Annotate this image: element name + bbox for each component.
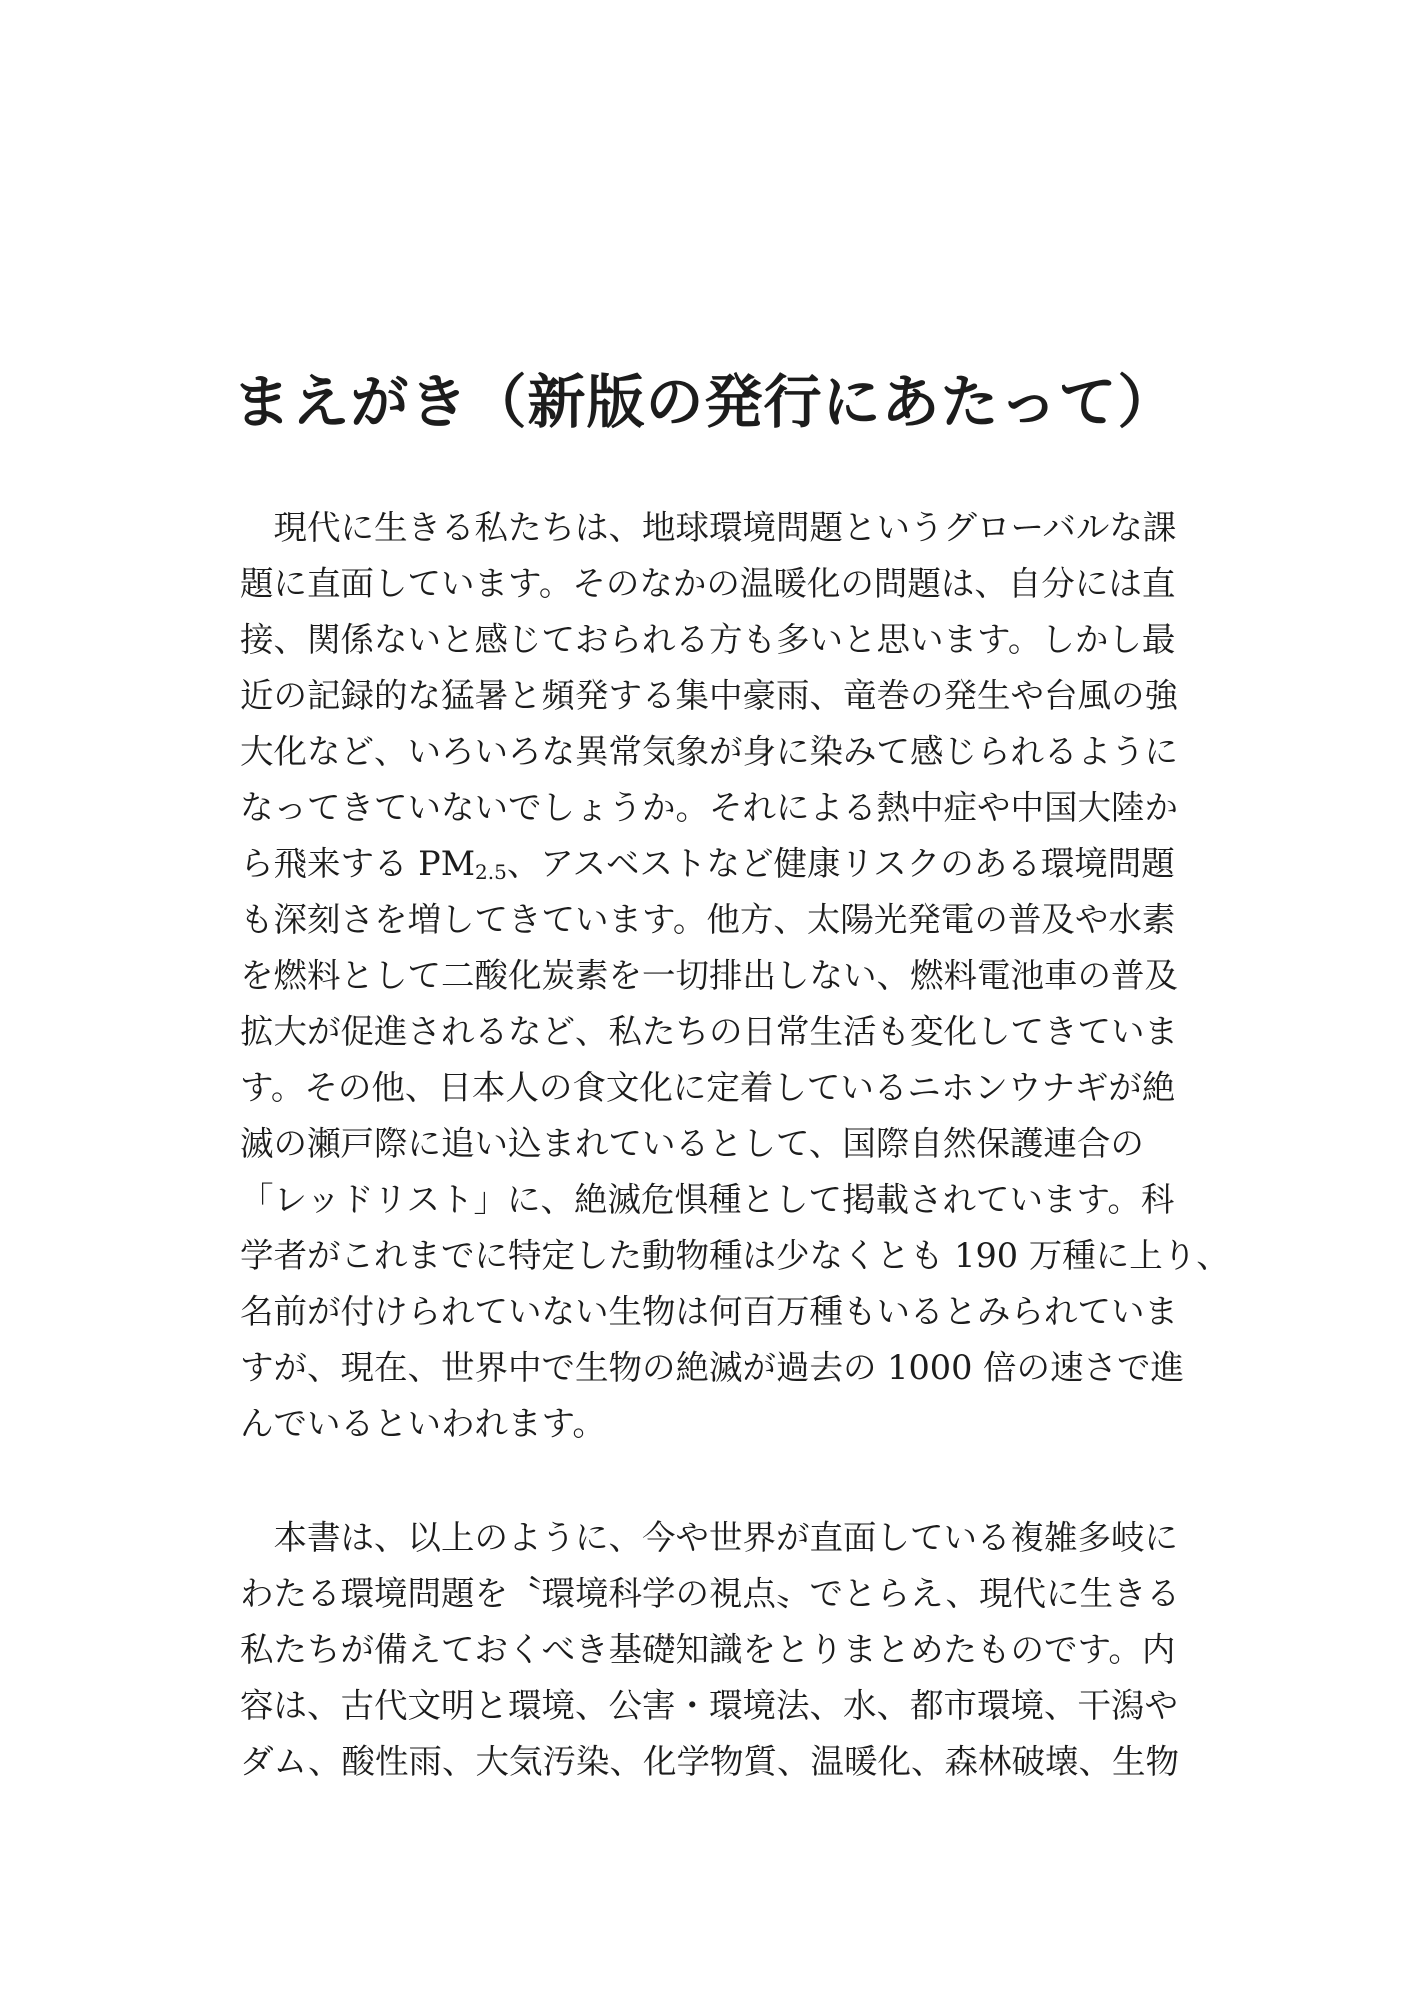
text-line: 名前が付けられていない生物は何百万種もいるとみられていま — [240, 1292, 1178, 1331]
text-line: を燃料として二酸化炭素を一切排出しない、燃料電池車の普及 — [240, 956, 1178, 995]
page-title: まえがき（新版の発行にあたって） — [232, 367, 1177, 436]
text-fragment: 、アスベストなど健康リスクのある環境問題 — [506, 844, 1175, 883]
text-line: 近の記録的な猛暑と頻発する集中豪雨、竜巻の発生や台風の強 — [240, 676, 1178, 715]
paragraph-1 — [240, 500, 1230, 1452]
text-line: 私たちが備えておくべき基礎知識をとりまとめたものです。内 — [240, 1630, 1176, 1669]
text-line: 滅の瀬戸際に追い込まれているとして、国際自然保護連合の — [240, 1124, 1144, 1163]
text-line: 題に直面しています。そのなかの温暖化の問題は、自分には直 — [240, 564, 1176, 603]
text-line: も深刻さを増してきています。他方、太陽光発電の普及や水素 — [240, 900, 1176, 939]
text-line: 大化など、いろいろな異常気象が身に染みて感じられるように — [240, 732, 1178, 771]
text-line: 拡大が促進されるなど、私たちの日常生活も変化してきていま — [240, 1012, 1178, 1051]
text-line: すが、現在、世界中で生物の絶滅が過去の 1000 倍の速さで進 — [240, 1348, 1185, 1387]
text-line: なってきていないでしょうか。それによる熱中症や中国大陸か — [240, 788, 1178, 827]
body-text — [240, 500, 1230, 1790]
subscript-2-5: 2.5 — [475, 860, 507, 884]
text-line: 本書は、以上のように、今や世界が直面している複雑多岐に — [240, 1518, 1178, 1557]
text-line: わたる環境問題を〝環境科学の視点〟でとらえ、現代に生きる — [240, 1574, 1181, 1613]
paragraph-gap — [240, 1452, 1220, 1510]
text-line: 容は、古代文明と環境、公害・環境法、水、都市環境、干潟や — [240, 1686, 1178, 1725]
paragraph-2 — [240, 1510, 1220, 1790]
text-line: 「レッドリスト」に、絶滅危惧種として掲載されています。科 — [240, 1180, 1175, 1219]
text-line: 現代に生きる私たちは、地球環境問題というグローバルな課 — [240, 508, 1177, 547]
text-line: んでいるといわれます。 — [240, 1404, 606, 1443]
text-line-pm25 — [240, 836, 1220, 892]
text-line: 接、関係ないと感じておられる方も多いと思います。しかし最 — [240, 620, 1176, 659]
text-line: 学者がこれまでに特定した動物種は少なくとも 190 万種に上り、 — [240, 1236, 1230, 1275]
text-fragment: ら飛来する PM — [240, 844, 475, 883]
text-line: す。その他、日本人の食文化に定着しているニホンウナギが絶 — [240, 1068, 1176, 1107]
text-line: ダム、酸性雨、大気汚染、化学物質、温暖化、森林破壊、生物 — [240, 1742, 1180, 1781]
